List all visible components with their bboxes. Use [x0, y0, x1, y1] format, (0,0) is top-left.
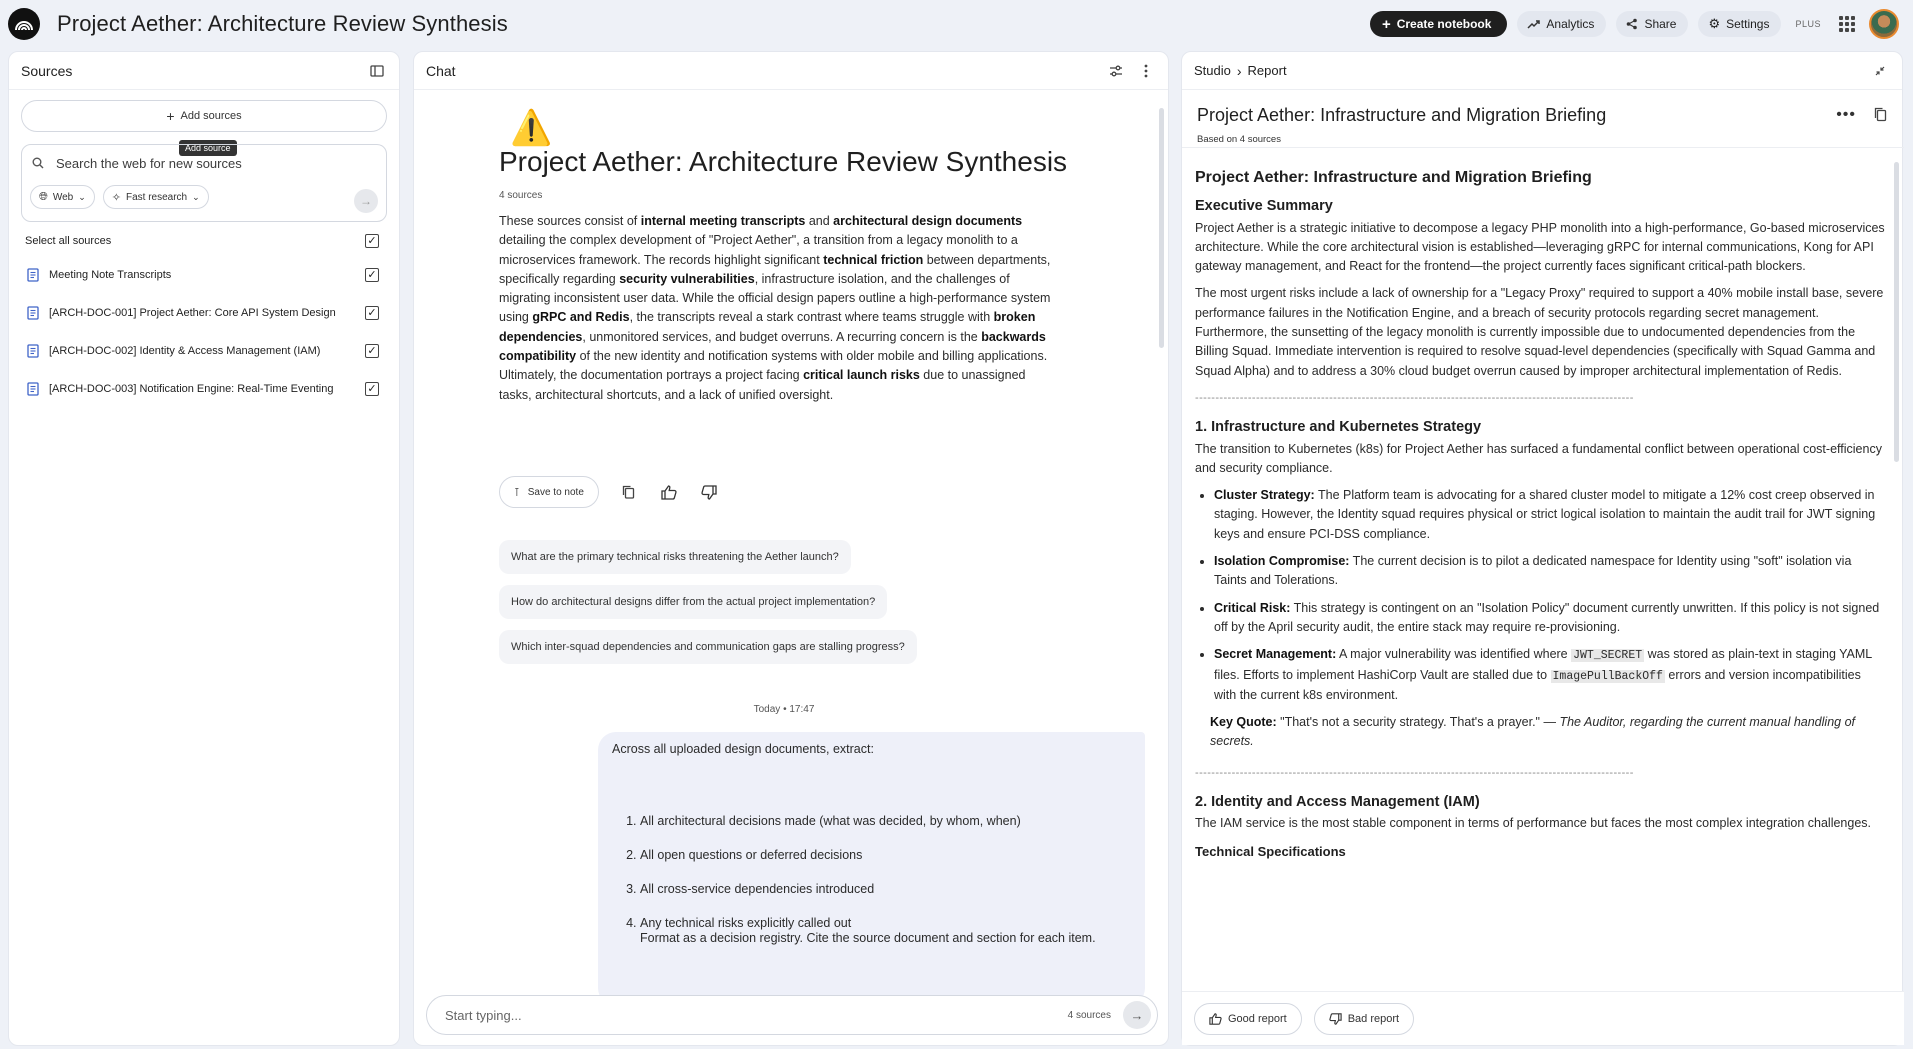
share-label: Share: [1644, 17, 1677, 31]
web-source-dropdown[interactable]: [30, 185, 95, 209]
plan-badge: PLUS: [1795, 19, 1821, 29]
chat-scroll-area[interactable]: [414, 90, 1154, 990]
report-feedback-bar: [1182, 991, 1904, 1045]
source-checkbox[interactable]: ✓: [365, 344, 379, 358]
key-quote: [1196, 713, 1885, 752]
chevron-down-icon: ⌄: [192, 191, 200, 202]
avatar[interactable]: [1869, 9, 1899, 39]
report-title: Project Aether: Infrastructure and Migration Briefing: [1197, 105, 1607, 125]
analytics-label: Analytics: [1546, 17, 1595, 31]
web-search-input[interactable]: Search the web for new sources: [56, 155, 242, 171]
logo-icon: [13, 13, 35, 35]
bullet-label: Cluster Strategy:: [1214, 488, 1315, 503]
quote-label: Key Quote:: [1210, 715, 1277, 730]
bullet-text: The current decision is to pilot a dedicated namespace for Identity using "soft" isolation via Taints and Tolerations.: [1214, 554, 1852, 588]
select-all-row[interactable]: [9, 226, 399, 256]
studio-header: [1182, 52, 1902, 90]
tune-icon[interactable]: [1106, 61, 1126, 81]
chevron-down-icon: ⌄: [78, 191, 86, 202]
select-all-checkbox[interactable]: ✓: [365, 234, 379, 248]
more-vert-icon[interactable]: [1136, 61, 1156, 81]
breadcrumb: [1194, 63, 1287, 79]
share-button[interactable]: [1616, 11, 1688, 37]
inline-code: ImagePullBackOff: [1552, 669, 1663, 683]
notebook-title[interactable]: Project Aether: Architecture Review Synthesis: [57, 11, 508, 36]
bullet-text: errors and version incompatibilities with the current k8s environment.: [1214, 667, 1861, 702]
add-sources-button[interactable]: [21, 100, 387, 132]
collapse-icon[interactable]: [1870, 61, 1890, 81]
source-item-label: [ARCH-DOC-002] Identity & Access Management (IAM): [49, 345, 321, 357]
save-to-note-button[interactable]: [499, 476, 599, 508]
plus-icon: +: [1381, 15, 1391, 33]
sources-panel: [8, 51, 400, 1046]
warning-icon: ⚠️: [510, 109, 553, 147]
source-item-label: [ARCH-DOC-001] Project Aether: Core API System Design: [49, 307, 336, 319]
chevron-right-icon: ›: [1236, 62, 1242, 79]
create-notebook-label: Create notebook: [1396, 17, 1492, 31]
report-header: [1182, 90, 1904, 148]
bullet-label: Isolation Compromise:: [1214, 554, 1350, 569]
list-item: 1. All architectural decisions made (what was decided, by whom, when): [640, 814, 1131, 829]
chat-scrollbar[interactable]: [1159, 108, 1164, 348]
report-body[interactable]: [1195, 160, 1885, 986]
subsection-heading: Technical Specifications: [1195, 843, 1346, 859]
divider: ------------------------------------------------------------------------------------------------------------: [1195, 391, 1634, 404]
composer-source-count: 4 sources: [1067, 1009, 1111, 1021]
section-heading: 2. Identity and Access Management (IAM): [1195, 794, 1480, 811]
web-chip-label: Web: [52, 191, 74, 203]
settings-label: Settings: [1726, 17, 1770, 31]
top-bar: [0, 0, 1913, 48]
settings-button[interactable]: [1698, 11, 1781, 37]
thumbs-up-icon[interactable]: [659, 482, 679, 502]
chat-composer: [426, 995, 1158, 1035]
bad-report-button[interactable]: [1314, 1003, 1414, 1035]
chat-header: [414, 52, 1168, 90]
breadcrumb-studio[interactable]: Studio: [1194, 63, 1231, 78]
plus-icon: +: [166, 108, 175, 124]
user-message-list: [612, 814, 1131, 946]
thumbs-down-icon: [1329, 1013, 1342, 1025]
search-icon: [32, 157, 44, 169]
paragraph: The most urgent risks include a lack of ownership for a "Legacy Proxy" required to support a 40% mobile install base, severe performance failures in the Notification Engine, and a breach of security protocols regarding secret management. Furthermore, the sunsetting of the legacy monolith is currently impossible due to undocumented dependencies from the Billing Squad. Immediate intervention is required to resolve squad-level dependencies (specifically with Squad Gamma and Squad Alpha) and to address a 30% cloud budget overrun caused by improper architectural implementation of Redis.: [1195, 286, 1884, 378]
research-chip-label: Fast research: [125, 191, 188, 203]
suggested-question[interactable]: What are the primary technical risks threatening the Aether launch?: [499, 540, 851, 574]
good-report-button[interactable]: [1194, 1003, 1302, 1035]
message-timestamp: Today • 17:47: [753, 704, 815, 715]
report-body-title: Project Aether: Infrastructure and Migration Briefing: [1195, 169, 1592, 186]
user-message: [598, 732, 1145, 1006]
quote-text: "That's not a security strategy. That's a prayer." —: [1276, 715, 1560, 730]
document-icon: [26, 344, 40, 358]
source-checkbox[interactable]: ✓: [365, 306, 379, 320]
list-item: [640, 916, 1131, 946]
bullet-list: [1195, 486, 1885, 705]
source-item[interactable]: [9, 294, 399, 332]
inline-code: JWT_SECRET: [1573, 649, 1643, 663]
suggested-question[interactable]: How do architectural designs differ from the actual project implementation?: [499, 585, 887, 619]
collapse-panel-icon[interactable]: [367, 61, 387, 81]
bullet-text: The Platform team is advocating for a shared cluster model to mitigate a 12% cost creep observed in staging. However, the Identity squad requires physical or strict logical isolation to maintain the audit trail for JWT signing keys and ensure PCI-DSS compliance.: [1214, 488, 1876, 541]
bullet-label: Secret Management:: [1214, 647, 1337, 662]
section-heading: Executive Summary: [1195, 198, 1333, 215]
divider: ------------------------------------------------------------------------------------------------------------: [1195, 766, 1634, 779]
gear-icon: ⚙: [1708, 16, 1721, 31]
paragraph: The IAM service is the most stable component in terms of performance but faces the most complex integration challenges.: [1195, 816, 1872, 831]
research-icon: ✧: [111, 191, 121, 204]
thumbs-down-icon[interactable]: [699, 482, 719, 502]
bullet-text: was stored as plain-text in staging YAML files. Efforts to implement HashiCorp Vault are stalled due to: [1214, 647, 1872, 682]
bullet-text: A major vulnerability was identified where: [1336, 647, 1572, 662]
paragraph: The transition to Kubernetes (k8s) for Project Aether has surfaced a fundamental conflict between operational cost-efficiency and security compliance.: [1195, 441, 1882, 475]
copy-icon[interactable]: [1870, 104, 1890, 124]
list-item: 3. All cross-service dependencies introduced: [640, 882, 1131, 897]
source-item[interactable]: [9, 370, 399, 408]
copy-icon[interactable]: [619, 482, 639, 502]
submit-search-button[interactable]: [354, 189, 378, 213]
pin-icon: ⊺: [514, 486, 520, 499]
bullet-text: This strategy is contingent on an "Isolation Policy" document currently unwritten. If this policy is not signed off by the April security audit, the entire stack may require re-provisioning.: [1214, 600, 1880, 634]
paragraph: Project Aether is a strategic initiative to decompose a legacy PHP monolith into a high-performance, Go-based microservices architecture. While the core architectural vision is established—leveraging gRPC for internal communications, Kong for API gateway management, and React for the frontend—the project currently faces significant critical-path blockers.: [1195, 220, 1885, 274]
save-note-label: Save to note: [527, 486, 584, 498]
section-heading: 1. Infrastructure and Kubernetes Strategy: [1195, 419, 1482, 436]
research-mode-dropdown[interactable]: [103, 185, 209, 209]
send-button[interactable]: [1123, 1001, 1151, 1029]
user-message-intro: Across all uploaded design documents, extract:: [612, 742, 874, 756]
arrow-right-icon: →: [360, 194, 372, 208]
source-item[interactable]: [9, 332, 399, 370]
document-icon: [26, 268, 40, 282]
list-item-text: Any technical risks explicitly called out: [640, 916, 852, 930]
more-horiz-icon[interactable]: •••: [1836, 106, 1856, 123]
source-item-label: Meeting Note Transcripts: [49, 269, 172, 281]
bullet-label: Critical Risk:: [1214, 600, 1291, 615]
create-notebook-button[interactable]: [1370, 11, 1507, 37]
studio-panel: [1181, 51, 1903, 1046]
report-scrollbar[interactable]: [1894, 162, 1899, 462]
suggested-question[interactable]: Which inter-squad dependencies and communication gaps are stalling progress?: [499, 630, 917, 664]
chat-input[interactable]: [445, 1008, 1068, 1023]
chat-panel: [413, 51, 1169, 1046]
user-message-outro: Format as a decision registry. Cite the source document and section for each item.: [640, 931, 1096, 945]
source-item[interactable]: [9, 256, 399, 294]
trending-up-icon: [1527, 19, 1540, 29]
app-logo[interactable]: [8, 8, 40, 40]
analytics-button[interactable]: [1517, 11, 1606, 37]
quote-attribution: The Auditor, regarding the current manual handling of secrets.: [1210, 715, 1855, 749]
source-list: [9, 256, 399, 408]
good-report-label: Good report: [1228, 1012, 1287, 1025]
sources-heading: Sources: [21, 62, 73, 79]
select-all-label: Select all sources: [25, 235, 112, 247]
web-search-box: [21, 144, 387, 222]
add-sources-label: Add sources: [180, 110, 242, 122]
breadcrumb-report: Report: [1247, 63, 1287, 78]
source-checkbox[interactable]: ✓: [365, 268, 379, 282]
document-icon: [26, 382, 40, 396]
list-item: [1214, 599, 1885, 638]
document-icon: [26, 306, 40, 320]
notebook-summary: These sources consist of internal meeting transcripts and architectural design documents detailing the complex development of "Project Aether", a transition from a legacy monolith to a microservices framework. The records highlight significant technical friction between departments, specifically regarding security vulnerabilities, infrastructure isolation, and the challenges of migrating inconsistent user data. While the official design papers outline a high-performance system using gRPC and Redis, the transcripts reveal a stark contrast where teams struggle with broken dependencies, unmonitored services, and budget overruns. A recurring concern is the backwards compatibility of the new identity and notification systems with older mobile and billing applications. Ultimately, the documentation portrays a project facing critical launch risks due to unassigned tasks, architectural shortcuts, and a lack of unified oversight.: [499, 214, 1051, 402]
chat-source-count: 4 sources: [499, 190, 543, 201]
list-item: [1214, 486, 1885, 544]
list-item: [1214, 552, 1885, 591]
share-icon: [1626, 18, 1638, 30]
report-source-count: Based on 4 sources: [1197, 134, 1281, 145]
add-source-tooltip: Add source: [179, 140, 237, 156]
chat-notebook-title: Project Aether: Architecture Review Synthesis: [499, 146, 1068, 177]
sources-header: [9, 52, 399, 90]
source-checkbox[interactable]: ✓: [365, 382, 379, 396]
list-item: [1214, 645, 1885, 705]
bad-report-label: Bad report: [1347, 1012, 1400, 1025]
thumbs-up-icon: [1209, 1013, 1222, 1025]
summary-actions: [499, 476, 719, 508]
globe-icon: 🌐︎: [39, 190, 48, 203]
source-item-label: [ARCH-DOC-003] Notification Engine: Real-Time Eventing: [49, 383, 334, 395]
arrow-right-icon: →: [1130, 1007, 1144, 1023]
apps-grid-icon[interactable]: [1839, 16, 1855, 32]
chat-heading: Chat: [426, 62, 456, 79]
list-item: 2. All open questions or deferred decisions: [640, 848, 1131, 863]
